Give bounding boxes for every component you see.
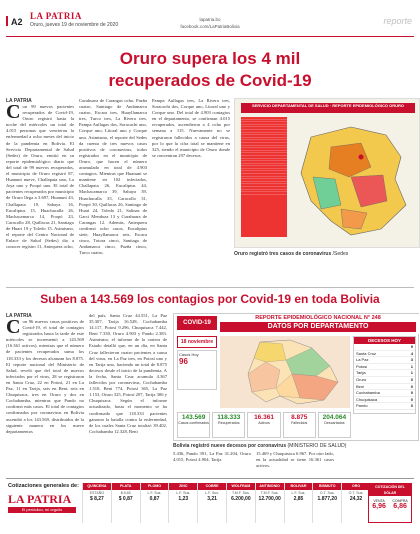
story2-col4-text: 15.469 y Chuquisaca 6.967. Por otro lado, en la actualidad se tiene 16.361 casos activos. bbox=[256, 451, 334, 469]
quote-cell-value: 0,87 bbox=[149, 496, 160, 502]
deaths-row-value: 1 bbox=[410, 363, 413, 369]
deaths-row-value: 1 bbox=[410, 370, 413, 376]
deaths-today-value: 9 bbox=[410, 344, 413, 349]
quote-cell-unit: L.F. Sus. bbox=[205, 491, 220, 495]
deaths-by-department bbox=[354, 351, 415, 410]
deaths-row-department: La Paz bbox=[356, 357, 369, 363]
quote-cell-unit: $ 8,65 bbox=[120, 491, 131, 495]
bulletin-title: DATOS POR DEPARTAMENTO bbox=[220, 322, 416, 332]
quote-cell-value: $ 8,27 bbox=[89, 496, 104, 502]
issue-date: Oruro, jueves 19 de noviembre de 2020 bbox=[30, 22, 119, 28]
quote-cell-name: ANTIMONIO bbox=[256, 483, 284, 490]
total-card bbox=[212, 412, 245, 438]
quote-cell-unit: T.M.F. Sus. bbox=[231, 491, 250, 495]
total-card-label: Fallecidos bbox=[291, 421, 308, 425]
total-card-value: 16.361 bbox=[254, 414, 274, 421]
total-card-value: 118.333 bbox=[217, 414, 241, 421]
quotes-label: Cotizaciones generales de: bbox=[8, 483, 79, 489]
quote-cell-name: BISMUTO bbox=[313, 483, 341, 490]
total-card bbox=[177, 412, 210, 438]
quote-cell bbox=[111, 483, 140, 523]
deaths-today-label: DECESOS HOY bbox=[354, 337, 415, 344]
dollar-sell-value: 6,96 bbox=[372, 503, 386, 510]
quote-cell-value: 1,23 bbox=[178, 496, 189, 502]
quote-cell-unit: ESTAÑO bbox=[89, 491, 105, 495]
headline-line-1: Oruro supera los 4 mil bbox=[119, 49, 301, 68]
deaths-row-value: 0 bbox=[410, 383, 413, 389]
headline-bolivia: Suben a 143.569 los contagios por Covid-19 en toda Bolivia bbox=[40, 292, 380, 306]
deaths-row-value: 4 bbox=[410, 350, 413, 356]
quote-cell-name: COBRE bbox=[198, 483, 226, 490]
story2-column-1 bbox=[6, 313, 84, 435]
municipality-list bbox=[241, 117, 287, 237]
oruro-department-map bbox=[291, 117, 417, 243]
quote-cell-unit: O.T. Sus. bbox=[348, 491, 364, 495]
masthead-logo: LA PATRIA bbox=[30, 11, 82, 21]
caption2-source: (MINISTERIO DE SALUD) bbox=[287, 443, 347, 449]
caption-title: Oruro registró tres casos de coronavirus bbox=[234, 251, 332, 257]
deaths-row bbox=[354, 370, 415, 377]
story2-column-2 bbox=[89, 313, 167, 435]
bulletin-header bbox=[174, 314, 420, 334]
section-divider bbox=[6, 287, 414, 288]
deaths-today-table bbox=[353, 336, 416, 414]
bulletin-caption bbox=[173, 443, 419, 449]
quote-cell-value: 1.877,20 bbox=[317, 496, 337, 502]
deaths-row bbox=[354, 377, 415, 384]
quote-cell-value: 6.200,00 bbox=[231, 496, 251, 502]
header-rule bbox=[6, 36, 414, 37]
quote-cell-value: $ 0,87 bbox=[118, 496, 133, 502]
story1-col1-text: on 99 nuevos pacientes recuperados de Covid-19, Oruro registró hasta la noche del miércoles un total de 4.015 personas que vencieron la enfermedad a ocho meses del inicio de la pandemia en Bolivia. El Servicio Departamental de Salud (Sedes) de Oruro, emitió en su reporte epidemiológico diario que del total de 99 nuevos recuperados, el municipio de Oruro registró 87, Huanuni nueve, Challapata uno, La Joya uno y Poopó uno. El total de pacientes recuperados por municipio de Oruro llega a 3.697, Huanuni 43, Challapata 19, Sabaya 16, Eucaliptus 15, Huachacalla 26, Machacamarca 14, Poopó 23, Caracollo 28, Quillacas 21, Santiago de Huari 19 y Toledo 15. Asimismo, el reporte del Centro Nacional de Enlace de Salud (Sedes) dio a conocer registro 11, Antequera ocho, bbox=[6, 104, 74, 250]
quote-cell bbox=[140, 483, 169, 523]
caption-source: /Sedes bbox=[332, 251, 349, 257]
story1-col2-text: Curahuara de Carangas ocho, Pazña cuatro, Santiago de Andamarca cuatro, Escara tres, Huayllamarca tres, Turco tres, La Rivera tres, Pampa Aullagas dos, Soracachi uno, Corque uno, Litoral uno y Corque uno. Asimismo, el reporte del Sedes da cuenta de tres nuevos casos positivos de coronavirus, todos registrados en el municipio de Oruro, que hacen el número acumulado en total de 4.903 contagios. Mientras que Huanuni se mantiene en 102 infectados, Challapata 26, Eucaliptus 44, Machacamarca 39, Sabaya 39, Huachacalla 35, Caracollo 31, Poopó 30, Quillacas 26, Santiago de Huari 24, Toledo 21, Salinas de Garci Mendoza 13 y Curahuara de Carangas 12. Además, Antequera confirmó ocho casos, Eucaliptus siete, Huayllamarca seis, Escara cinco, Totora cinco, Santiago de Andamarca cinco, Pazña cinco, Turco cuatro, bbox=[79, 98, 147, 256]
cases-today-box bbox=[177, 350, 217, 390]
total-card bbox=[318, 412, 351, 438]
quote-cell-value: 12.700,00 bbox=[258, 496, 281, 502]
total-card-label: Casos confirmados bbox=[178, 421, 209, 425]
deaths-row-department: Oruro bbox=[356, 376, 367, 382]
deaths-today-total bbox=[354, 344, 415, 351]
deaths-row-department: Cochabamba bbox=[356, 390, 380, 396]
covid-bulletin bbox=[173, 313, 419, 441]
quote-cell-unit: O.T. Sus. bbox=[319, 491, 335, 495]
quote-cell-name: WOLFRAM bbox=[227, 483, 255, 490]
quote-cell-name: PLATA bbox=[112, 483, 140, 490]
quote-cell bbox=[284, 483, 313, 523]
facebook-link[interactable]: facebook.com/LaPatriaBolivia bbox=[180, 24, 240, 29]
deaths-row bbox=[354, 403, 415, 410]
quote-cell-name: QUINCENA bbox=[83, 483, 111, 490]
deaths-row bbox=[354, 364, 415, 371]
deaths-row-department: Tarija bbox=[356, 370, 366, 376]
social-links[interactable] bbox=[160, 16, 260, 30]
deaths-row-value: 0 bbox=[410, 376, 413, 382]
headline-oruro bbox=[0, 48, 420, 92]
quote-cell-value: 3,21 bbox=[207, 496, 217, 502]
dollar-rate-values bbox=[369, 499, 411, 510]
market-quotes-bar bbox=[6, 478, 414, 526]
quote-cell-unit: L.F. Sus. bbox=[291, 491, 306, 495]
story1-dropcap: C bbox=[6, 101, 21, 123]
headline-line-2: recuperados de Covid-19 bbox=[108, 71, 312, 90]
total-card-label: Activos bbox=[258, 421, 270, 425]
quote-cell-name: ORO bbox=[342, 483, 370, 490]
story2-col3-text: 5.436, Pando 391, La Paz 31.204, Oruro 4.015, Potosí 4.904, Tarija bbox=[173, 451, 251, 463]
dollar-rate-box bbox=[368, 483, 412, 523]
quote-cell-name: PLOMO bbox=[141, 483, 169, 490]
quotes-slogan: El periódico, mi orgullo bbox=[8, 507, 76, 513]
quote-cell bbox=[255, 483, 284, 523]
deaths-row-department: Beni bbox=[356, 383, 365, 389]
total-card bbox=[247, 412, 280, 438]
dollar-rate-title: COTIZACIÓN DEL DÓLAR bbox=[369, 484, 411, 496]
quote-cell-unit: T.M.F. Sus. bbox=[260, 491, 279, 495]
map-caption bbox=[234, 251, 420, 257]
quote-cell bbox=[82, 483, 111, 523]
quote-cell-name: ZINC bbox=[169, 483, 197, 490]
quotes-brand: LA PATRIA bbox=[8, 492, 72, 506]
story2-dropcap: C bbox=[6, 316, 21, 338]
story2-col1-text: on 96 nuevos casos positivos de Covid-19, el total de contagios registrados hasta la tarde de este miércoles se incrementó a 143.569 (16.361 activos), mientras que el número de pacientes recuperados suma los 118.333 y los decesos alcanzan los 8.875. El reporte nacional del Ministerio de Salud, reveló que del total de nuevos infectados por el virus, 28 se registraron en Santa Cruz, 22 en Potosí, 21 en La Paz, 11 en Tarija, seis en Beni, seis en Chuquisaca, tres en Oruro y dos en Cochabamba, mientras que Pando no confirmó más casos. El total de contagios confirmados por coronavirus en Bolivia ascendió a los 143.569, distribuidos de la siguiente manera en los nueve departamentos bbox=[6, 319, 84, 434]
deaths-row bbox=[354, 351, 415, 358]
dollar-buy-label: COMPRA bbox=[392, 499, 408, 503]
total-card-value: 8.875 bbox=[291, 414, 308, 421]
deaths-row-value: 3 bbox=[410, 357, 413, 363]
quote-cell bbox=[226, 483, 255, 523]
page-number: A2 bbox=[11, 17, 23, 27]
quote-cell bbox=[341, 483, 370, 523]
cases-today-label: Casos Hoy bbox=[179, 352, 199, 357]
quotes-grid bbox=[82, 483, 370, 523]
story-bolivia bbox=[6, 313, 416, 469]
quote-cell bbox=[197, 483, 226, 523]
story2-kicker: LA PATRIA bbox=[6, 313, 32, 319]
deaths-row bbox=[354, 357, 415, 364]
deaths-row bbox=[354, 384, 415, 391]
dollar-buy-value: 6,86 bbox=[393, 503, 407, 510]
cases-today-value: 96 bbox=[179, 357, 188, 366]
website-link[interactable]: lapatria.bo bbox=[199, 17, 221, 22]
story2-column-3 bbox=[173, 451, 251, 463]
deaths-row-value: 0 bbox=[410, 403, 413, 409]
deaths-row-value: 0 bbox=[410, 396, 413, 402]
total-card-label: Recuperados bbox=[218, 421, 240, 425]
deaths-row-department: Pando bbox=[356, 403, 368, 409]
story1-kicker: LA PATRIA bbox=[6, 98, 32, 104]
quote-cell-name: BOLIVAR bbox=[285, 483, 313, 490]
deaths-row bbox=[354, 397, 415, 404]
deaths-row-department: Chuquisaca bbox=[356, 396, 378, 402]
dollar-sell-label: VENTA bbox=[373, 499, 385, 503]
deaths-row-value: 0 bbox=[410, 390, 413, 396]
deaths-row-department: Potosí bbox=[356, 363, 368, 369]
quote-cell-value: 2,85 bbox=[293, 496, 304, 502]
deaths-row-department: Santa Cruz bbox=[356, 350, 377, 356]
map-band: SERVICIO DEPARTAMENTAL DE SALUD · REPORTE EPIDEMIOLÓGICO ORURO bbox=[241, 103, 415, 113]
total-card-value: 143.569 bbox=[181, 414, 206, 421]
page-header bbox=[0, 0, 420, 40]
bulletin-report-number: REPORTE EPIDEMIOLÓGICO NACIONAL N° 248 bbox=[255, 315, 381, 321]
caption2-title: Bolivia registró nueve decesos por coronavirus bbox=[173, 443, 287, 449]
story1-col3-text: Pampa Aullagas tres, La Rivera tres, Soracachi dos, Corque uno, Litoral uno y Corque uno. Del total de 4.903 contagios en el departamento, se confirman 4.015 recuperados, ascendieron a 4 ocho por semana a 115. Nuevamente no se registraron fallecidos a causa del virus, por lo que la cifra total se mantiene en 325, siendo el municipio de Oruro donde se concentran 297 decesos. bbox=[152, 98, 230, 158]
deaths-row bbox=[354, 390, 415, 397]
total-card-label: Descartados bbox=[324, 421, 345, 425]
section-label: reporte bbox=[383, 16, 412, 26]
story2-col2-text: del país, Santa Cruz 44.551, La Paz 35.307, Tarija 16.528, Cochabamba 14.117, Potosí 9.296, Chuquisaca 7.442, Beni 7.330, Oruro 4.903 y Pando 2.383. Asimismo, el informe de la cartera de Estado detalló que, en un día, en Santa Cruz fallecieron cuatro pacientes a causa del virus, en La Paz tres, en Potosí uno y en Tarija uno, haciendo un total de 8.875 decesos desde el inicio de la pandemia. A la fecha, Santa Cruz acumula 4.367 fallecidos por coronavirus, Cochabamba 1.510, Beni 774, Potosí 365, La Paz 1.153, Oruro 325, Potosí 207, Tarija 306 y Chuquisaca. Según el informe actualizado, hasta el momento se ha confirmado que 118.333 pacientes ganaron la batalla contra la enfermedad, de los cuales Santa Cruz totalizó 39.402, Cochabamba 12.328, Beni bbox=[89, 313, 167, 434]
accent-bar bbox=[6, 16, 8, 26]
oruro-map-graphic bbox=[234, 98, 420, 248]
story1-column-2 bbox=[79, 98, 147, 256]
quote-cell bbox=[168, 483, 197, 523]
quote-cell-value: 24,32 bbox=[349, 496, 363, 502]
story-oruro bbox=[6, 98, 416, 288]
quote-cell bbox=[312, 483, 341, 523]
bulletin-totals bbox=[177, 412, 351, 438]
total-card-value: 204.064 bbox=[322, 414, 347, 421]
quote-cell-unit: L.F. Sus. bbox=[176, 491, 191, 495]
bulletin-date: 18 noviembre bbox=[177, 336, 217, 348]
total-card bbox=[283, 412, 316, 438]
story1-column-3-text bbox=[152, 98, 230, 159]
story2-column-4 bbox=[256, 451, 334, 469]
bulletin-tag: COVID-19 bbox=[177, 316, 217, 330]
bolivia-map bbox=[220, 336, 350, 408]
quote-cell-unit: L.F. Sus. bbox=[147, 491, 162, 495]
story1-column-1 bbox=[6, 98, 74, 250]
